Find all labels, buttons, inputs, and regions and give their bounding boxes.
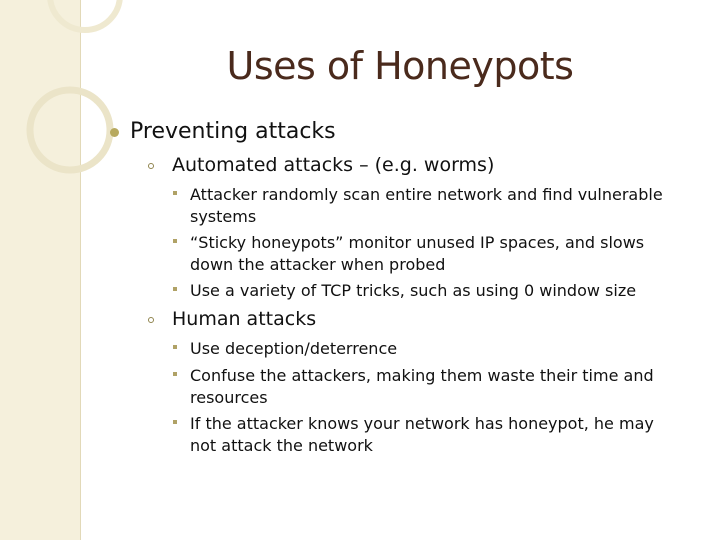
list-item-text: Attacker randomly scan entire network and find vulnerable systems: [190, 185, 663, 226]
list-item: [190, 232, 670, 276]
square-bullet-icon: [173, 287, 177, 291]
subbullet-automated-attacks: [172, 154, 494, 176]
square-bullet-icon: [173, 420, 177, 424]
square-bullet-icon: [173, 345, 177, 349]
list-item-text: Confuse the attackers, making them waste their time and resources: [190, 366, 654, 407]
square-bullet-icon: [173, 239, 177, 243]
list-item-text: “Sticky honeypots” monitor unused IP spaces, and slows down the attacker when probed: [190, 233, 645, 274]
subbullet-text: Human attacks: [172, 308, 317, 330]
list-item-text: Use a variety of TCP tricks, such as using 0 window size: [190, 281, 637, 300]
list-item: [190, 365, 670, 409]
square-bullet-icon: [173, 191, 177, 195]
subbullet-text: Automated attacks – (e.g. worms): [172, 154, 495, 176]
list-item: [190, 280, 670, 302]
decorative-circles: [0, 0, 140, 260]
bullet-dot-icon: [110, 128, 119, 137]
bullet-preventing-attacks: [130, 119, 336, 144]
list-item-text: Use deception/deterrence: [190, 339, 398, 358]
ring-bullet-icon: [148, 317, 154, 323]
slide-title: Uses of Honeypots: [226, 44, 574, 88]
ring-bullet-icon: [148, 163, 154, 169]
list-item: [190, 338, 670, 360]
bullet-text: Preventing attacks: [130, 119, 336, 144]
subbullet-human-attacks: [172, 308, 316, 330]
list-item: [190, 413, 670, 457]
square-bullet-icon: [173, 372, 177, 376]
list-item: [190, 184, 670, 228]
list-item-text: If the attacker knows your network has honeypot, he may not attack the network: [190, 414, 654, 455]
